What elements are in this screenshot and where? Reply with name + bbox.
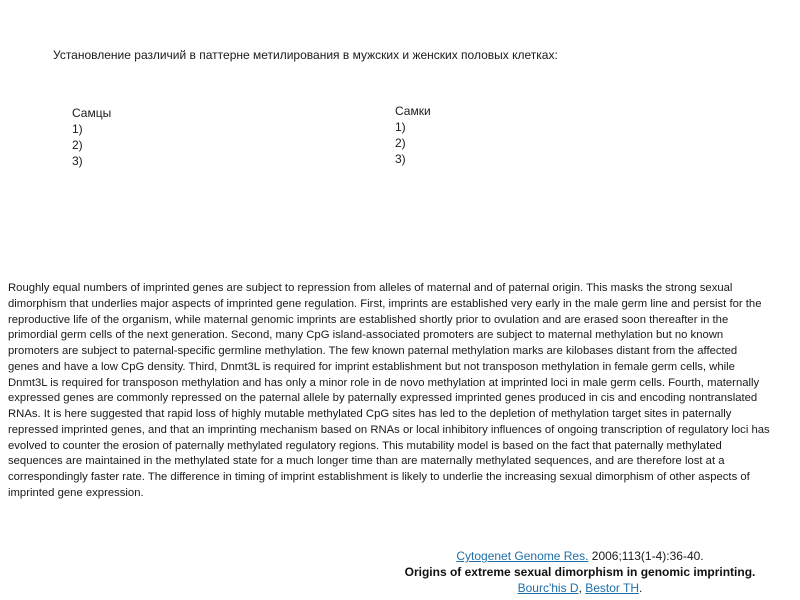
- authors-end: .: [639, 581, 643, 595]
- females-item-3: 3): [395, 152, 406, 166]
- females-title: Самки: [395, 104, 431, 118]
- males-item-3: 3): [72, 154, 83, 168]
- author-separator: ,: [578, 581, 586, 595]
- females-column: [395, 103, 431, 167]
- males-title: Самцы: [72, 106, 112, 120]
- abstract-paragraph: Roughly equal numbers of imprinted genes are subject to repression from alleles of maternal and of paternal origin. This masks the strong sexual dimorphism that underlies major aspects of imprinted gene regulation. First, imprints are established very early in the male germ line and persist for the reproductive life of the organism, while maternal genomic imprints are established shortly prior to ovulation and are erased soon thereafter in the primordial germ cells of the next generation. Second, many CpG island-associated promoters are subject to maternal methylation but no known promoters are subject to paternal-specific germline methylation. The few known paternal methylation marks are kilobases distant from the affected genes and have a low CpG density. Third, Dnmt3L is required for imprint establishment but not transposon methylation in female germ cells, while Dnmt3L is required for transposon methylation and has only a minor role in de novo methylation at imprinted loci in male germ cells. Fourth, maternally expressed genes are commonly repressed on the paternal allele by paternally expressed imprinted genes produced in cis and encoding nontranslated RNAs. It is here suggested that rapid loss of highly mutable methylated CpG sites has led to the depletion of methylation target sites in paternally repressed imprinted genes, and that an imprinting mechanism based on RNAs or local inhibitory influences of ongoing transcription of regulatory loci has evolved to counter the erosion of paternally methylated regulatory regions. This mutability model is based on the fact that paternally methylated sequences are maintained in the methylated state for a much longer time than are maternally methylated sequences, and are therefore lost at a correspondingly faster rate. The difference in timing of imprint establishment is likely to underlie the increasing sexual dimorphism of other aspects of imprinted gene expression.: [8, 282, 770, 499]
- females-item-2: 2): [395, 136, 406, 150]
- journal-link[interactable]: Cytogenet Genome Res.: [456, 549, 589, 563]
- author-link-bestor[interactable]: Bestor TH: [585, 581, 640, 595]
- journal-issue: 2006;113(1-4):36-40.: [588, 549, 704, 563]
- citation-source-line: [370, 548, 790, 564]
- author-link-bourchis[interactable]: Bourc'his D: [517, 581, 579, 595]
- males-item-2: 2): [72, 138, 83, 152]
- males-item-1: 1): [72, 122, 83, 136]
- citation-block: [370, 548, 790, 596]
- slide-heading: Установление различий в паттерне метилирования в мужских и женских половых клетках:: [53, 48, 558, 62]
- article-title: Origins of extreme sexual dimorphism in genomic imprinting.: [404, 565, 756, 579]
- males-column: [72, 105, 111, 169]
- authors-line: [370, 580, 790, 596]
- females-item-1: 1): [395, 120, 406, 134]
